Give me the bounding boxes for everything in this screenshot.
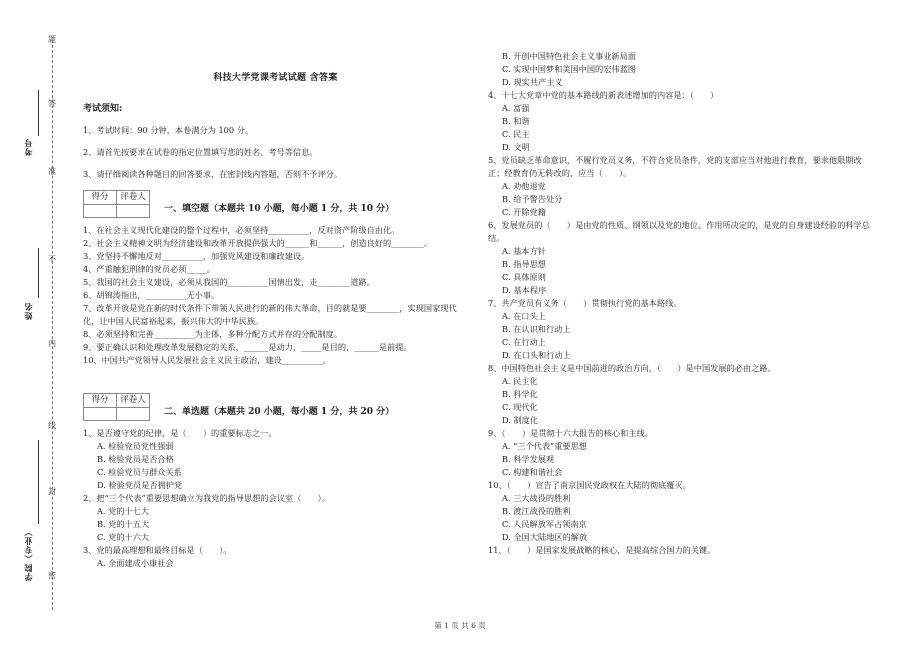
right-column bbox=[488, 50, 878, 557]
name-label: 姓名 bbox=[23, 302, 33, 320]
notice-item: 3、请仔细阅读各种题目的回答要求，在密封线内答题，否则不予评分。 bbox=[83, 169, 343, 179]
fill-question: 8、必须坚持和完善__________为主体，多种分配方式并存的分配制度。 bbox=[83, 329, 343, 339]
fill-question: 9、要正确认识和处理改革发展稳定的关系，______是动力，_____是目的，______是前提。 bbox=[83, 342, 412, 352]
choice-option: B. 科学化 bbox=[502, 389, 538, 399]
section1-header bbox=[83, 190, 468, 218]
notice-item: 2、请首先按要求在试卷的指定位置填写您的姓名、考号等信息。 bbox=[83, 147, 318, 157]
choice-option: B. 党的十五大 bbox=[97, 519, 150, 529]
choice-option: B. 给予警告处分 bbox=[502, 194, 563, 204]
choice-option: C. 在行动上 bbox=[502, 337, 546, 347]
section1-title: 一、填空题（本题共 10 小题，每小题 1 分，共 10 分） bbox=[164, 203, 395, 214]
margin-char: 密 bbox=[48, 571, 56, 580]
score-label: 得分 bbox=[84, 394, 117, 408]
choice-option: D. 检验党员是否拥护党 bbox=[97, 480, 183, 490]
margin-char: 题 bbox=[48, 35, 56, 44]
choice-question: 11、（ ）是国家发展战略的核心，是提高综合国力的关键。 bbox=[488, 545, 716, 555]
choice-option: C. 检验党员与群众关系 bbox=[97, 467, 182, 477]
score-label: 得分 bbox=[84, 191, 117, 205]
choice-question: 3、党的最高理想和最终目标是（ ）。 bbox=[83, 545, 232, 555]
choice-option: A. 全面建成小康社会 bbox=[97, 558, 174, 568]
choice-option: C. 构建和谐社会 bbox=[502, 467, 563, 477]
grader-cell bbox=[117, 205, 150, 218]
margin-char: 内 bbox=[48, 339, 56, 348]
choice-option: B. 在认识和行动上 bbox=[502, 324, 571, 334]
exam-number-label: 考号 bbox=[23, 138, 33, 156]
choice-option: B. 检验党员是否合格 bbox=[97, 454, 174, 464]
choice-question: 9、（ ）是贯彻十六大报告的核心和主线。 bbox=[488, 428, 653, 438]
choice-option: B. 渡江战役的胜利 bbox=[502, 506, 571, 516]
choice-option: A. 党的十七大 bbox=[97, 506, 150, 516]
choice-question: 2、把“三个代表”重要思想确立为我党的指导思想的会议室（ ）。 bbox=[83, 493, 330, 503]
school-line bbox=[38, 440, 39, 524]
choice-option: C. 现代化 bbox=[502, 402, 538, 412]
school-label: 学院（专业） bbox=[23, 527, 33, 581]
choice-option: B. 指导思想 bbox=[502, 259, 546, 269]
name-line bbox=[38, 248, 39, 298]
page-title: 科技大学党课考试试题 含答案 bbox=[213, 73, 338, 83]
choice-option: A. 基本方针 bbox=[502, 246, 546, 256]
notice-item: 1、考试时间：90 分钟，本卷满分为 100 分。 bbox=[83, 125, 254, 135]
choice-option: B. 科学发展观 bbox=[502, 454, 555, 464]
choice-question: 10、（ ）宣告了南京国民党政权在大陆的彻底覆灭。 bbox=[488, 480, 691, 490]
section2-header bbox=[83, 393, 468, 421]
notice-heading: 考试须知: bbox=[83, 104, 123, 114]
choice-question: 7、共产党员有义务（ ）贯彻执行党的基本路线。 bbox=[488, 298, 682, 308]
page-footer: 第 1 页 共 6 页 bbox=[434, 621, 486, 630]
choice-option: A. 富强 bbox=[502, 103, 530, 113]
margin-char: 不 bbox=[48, 255, 56, 264]
choice-question: 8、中国特色社会主义是中国前进的政治方向，（ ）是中国发展的必由之路。 bbox=[488, 363, 776, 373]
margin-char: 线 bbox=[48, 421, 56, 430]
choice-option: C. 实现中国梦和美国中国的宏伟蓝图 bbox=[502, 64, 636, 74]
choice-option: D. 现实共产主义 bbox=[502, 77, 563, 87]
choice-option: B. 开创中国特色社会主义事业新局面 bbox=[502, 51, 637, 61]
fill-question: 3、党坚持不懈地反对__________，加强党风建设和廉政建设。 bbox=[83, 251, 310, 261]
fill-question: 5、我国的社会主义建设，必须从我国的__________国情出发，走________道路。 bbox=[83, 277, 375, 287]
margin-char: 准 bbox=[48, 167, 56, 176]
margin-char: 答 bbox=[48, 99, 56, 108]
choice-option: A. 检验党员党性强弱 bbox=[97, 441, 174, 451]
exam-number-line bbox=[38, 90, 39, 136]
seal-dashed-line bbox=[52, 40, 53, 610]
choice-option: D. 在口头和行动上 bbox=[502, 350, 571, 360]
left-column bbox=[83, 72, 468, 570]
grader-label: 评卷人 bbox=[117, 394, 150, 408]
fill-question: 7、改革开放是党在新的时代条件下带领人民进行的新的伟大革命，目的就是要________，实现国家现代化，让中国人民富裕起来，振兴伟大的中华民族。 bbox=[83, 303, 457, 326]
fill-question: 6、胡锦涛指出，__________无小事。 bbox=[83, 290, 220, 300]
fill-question: 10、中国共产党领导人民发展社会主义民主政治，建设__________。 bbox=[83, 355, 331, 365]
grader-label: 评卷人 bbox=[117, 191, 150, 205]
choice-option: B. 和谐 bbox=[502, 116, 530, 126]
choice-option: A. 民主化 bbox=[502, 376, 538, 386]
choice-question: 4、十七大党章中党的基本路线的新表述增加的内容是：（ ） bbox=[488, 90, 719, 100]
choice-option: D. 制度化 bbox=[502, 415, 539, 425]
choice-option: D. 文明 bbox=[502, 142, 530, 152]
margin-char: 封 bbox=[48, 487, 56, 496]
score-cell bbox=[84, 205, 117, 218]
choice-question: 1、是否遵守党的纪律，是（ ）的重要标志之一。 bbox=[83, 428, 277, 438]
choice-option: C. 人民解放军占领南京 bbox=[502, 519, 587, 529]
choice-option: D. 全国大陆地区的解放 bbox=[502, 532, 588, 542]
choice-option: A. 在口头上 bbox=[502, 311, 546, 321]
choice-option: A. 三大战役的胜利 bbox=[502, 493, 571, 503]
grader-cell bbox=[117, 408, 150, 421]
score-box bbox=[83, 393, 150, 421]
choice-option: A. “三个代表”重要思想 bbox=[502, 441, 587, 451]
score-box bbox=[83, 190, 150, 218]
score-cell bbox=[84, 408, 117, 421]
choice-option: C. 开除党籍 bbox=[502, 207, 546, 217]
section2-title: 二、单选题（本题共 20 小题，每小题 1 分，共 20 分） bbox=[164, 406, 395, 417]
fill-question: 4、严重触犯刑律的党员必须_____。 bbox=[83, 264, 216, 274]
choice-option: A. 劝他退党 bbox=[502, 181, 546, 191]
choice-question: 5、党员缺乏革命意识，不履行党员义务，不符合党员条件，党的支部应当对他进行教育，要求他限期改正；经教育仍无转改的，应当（ ）。 bbox=[488, 155, 862, 178]
choice-option: C. 民主 bbox=[502, 129, 530, 139]
fill-question: 1、在社会主义现代化建设的整个过程中，必须坚持__________，反对资产阶级自由化。 bbox=[83, 225, 400, 235]
fill-question: 2、社会主义精神文明为经济建设和改革开放提供强大的______和______，创造良好的________。 bbox=[83, 238, 433, 248]
choice-question: 6、发展党员的（ ）是由党的性质、纲领以及党的地位、作用所决定的，是党的自身建设经验的科学总结。 bbox=[488, 220, 870, 243]
choice-option: C. 党的十六大 bbox=[97, 532, 150, 542]
choice-option: C. 具体原则 bbox=[502, 272, 546, 282]
choice-option: D. 基本程序 bbox=[502, 285, 547, 295]
